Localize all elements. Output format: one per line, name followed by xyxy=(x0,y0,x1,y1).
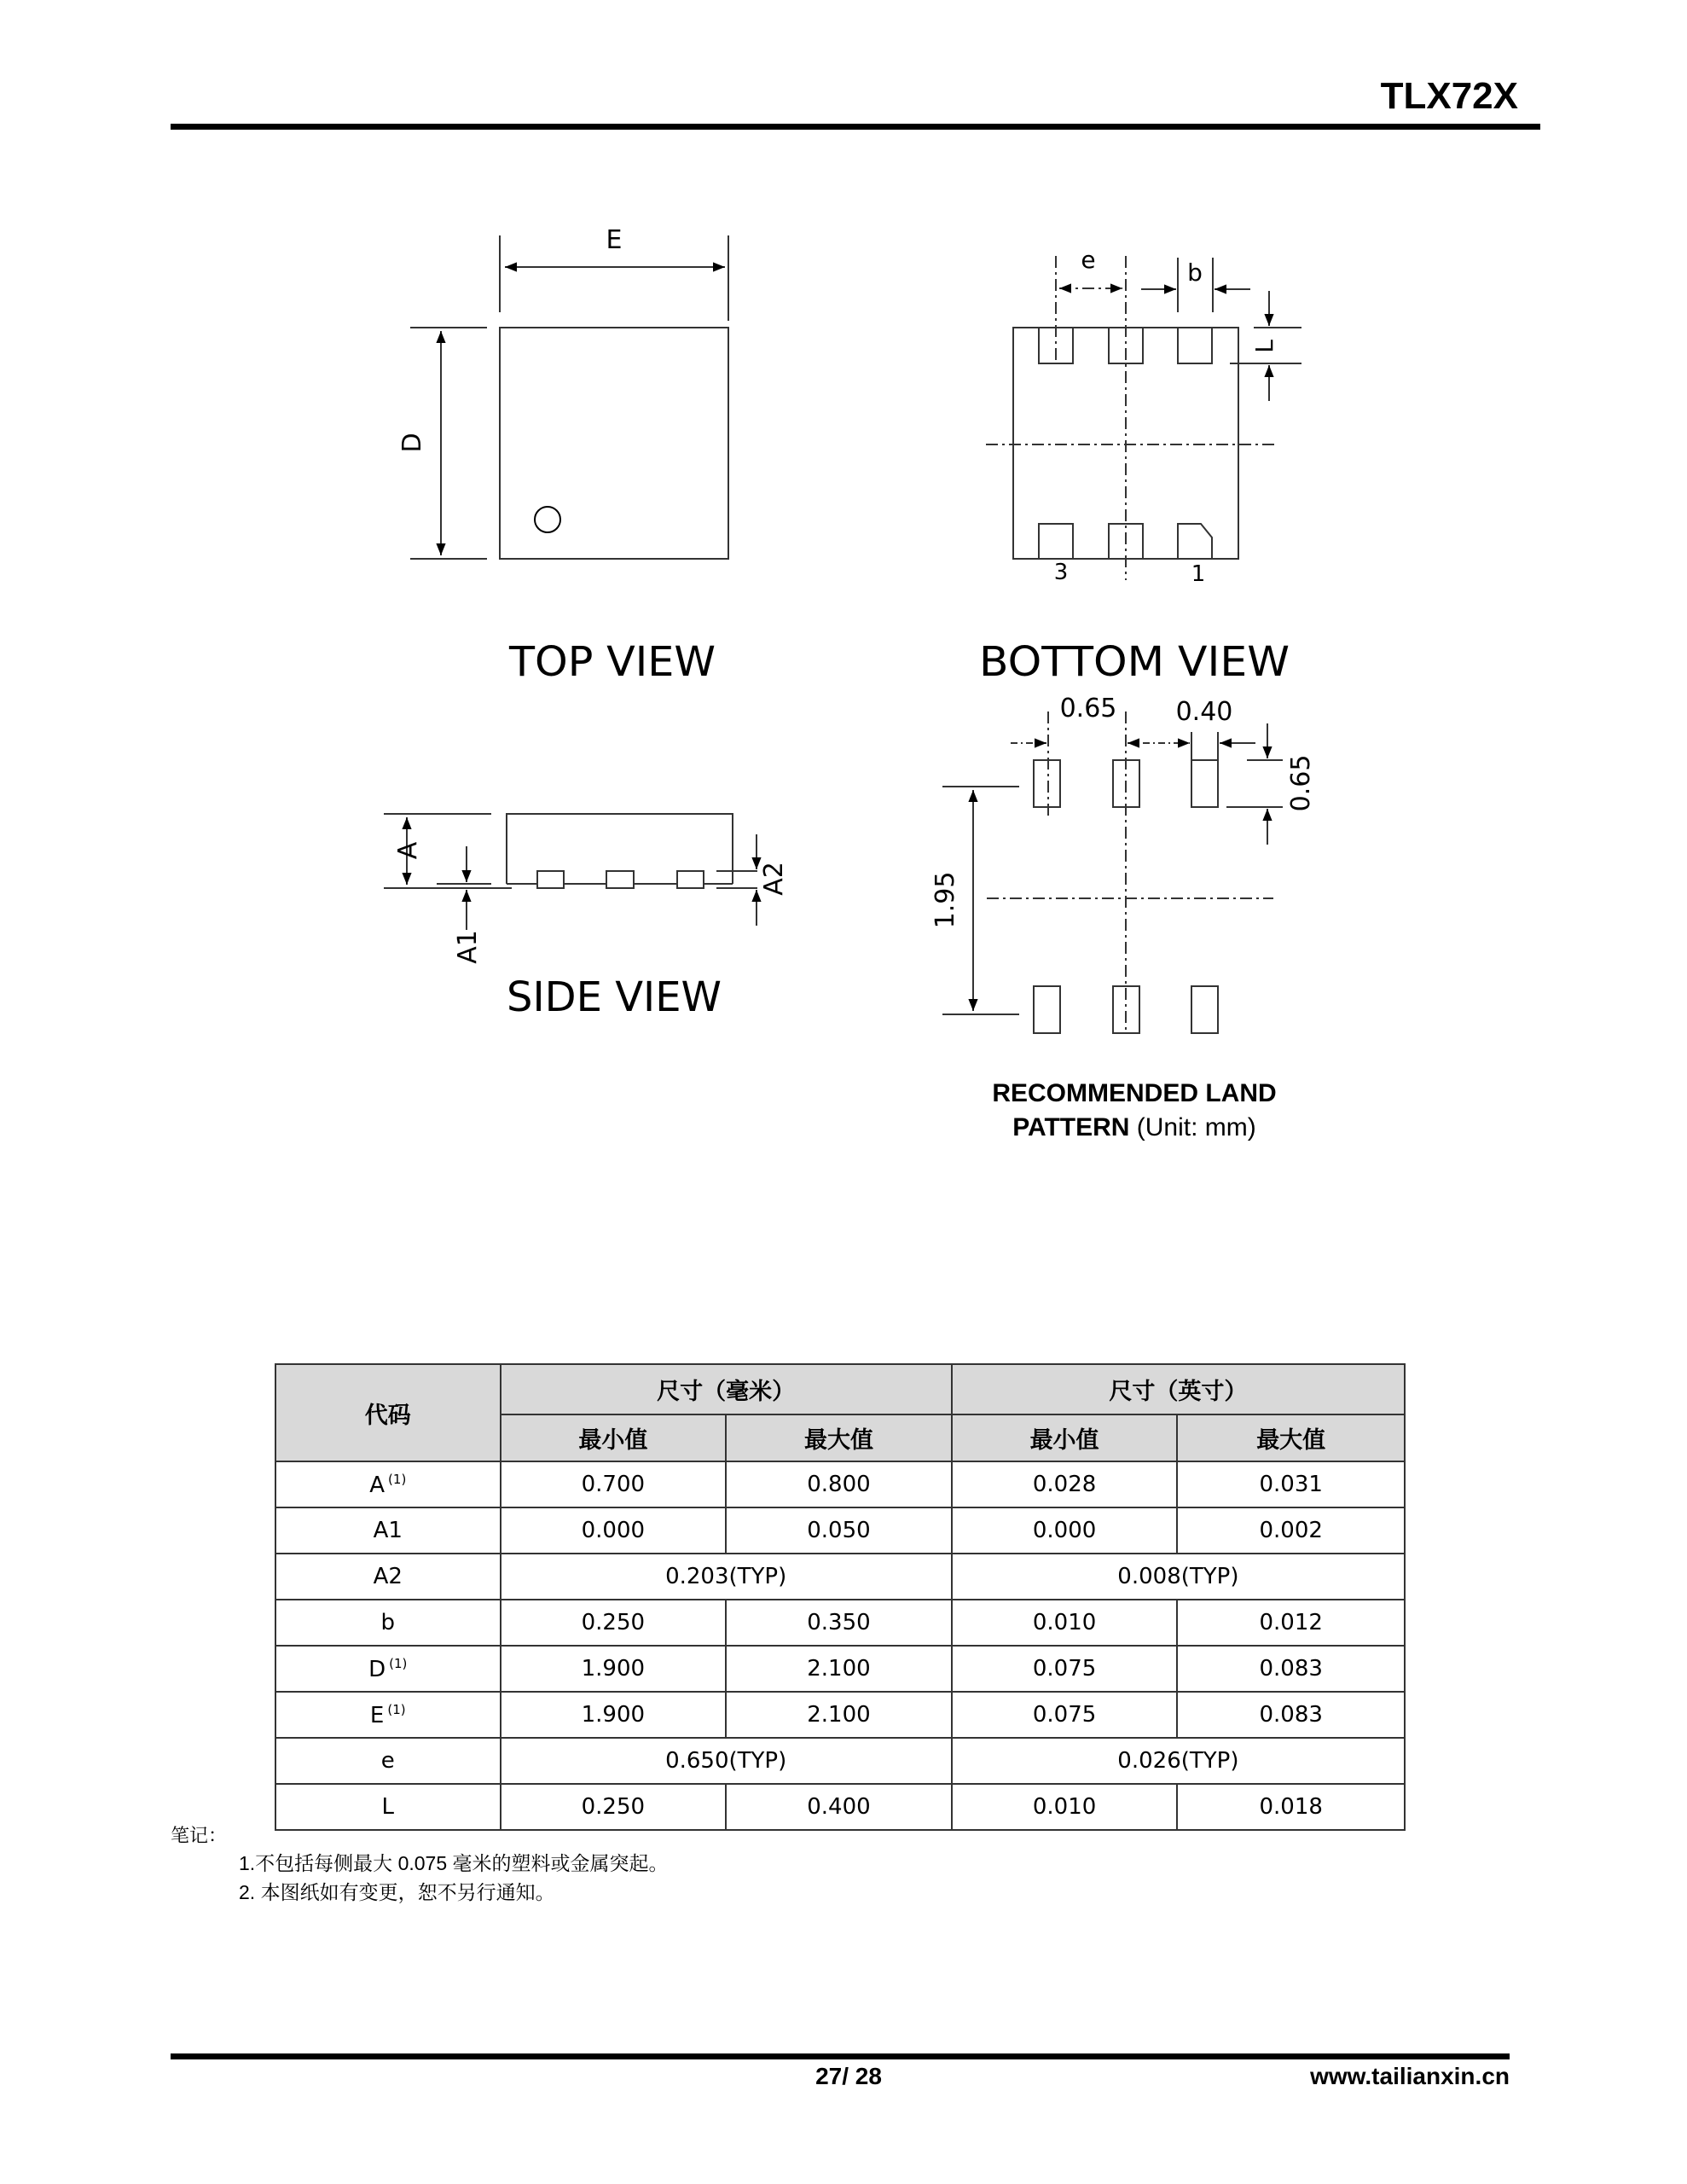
dimensions-table xyxy=(275,1363,1406,1831)
cell-mm-max: 0.050 xyxy=(726,1507,952,1554)
land-dim-row-span: 1.95 xyxy=(930,871,960,929)
website-link[interactable]: www.tailianxin.cn xyxy=(1310,2063,1510,2089)
bottom-view-label: BOTTOM VIEW xyxy=(979,638,1290,686)
footer-rule xyxy=(171,2053,1510,2059)
cell-in-min: 0.000 xyxy=(952,1507,1178,1554)
code-text: e xyxy=(380,1748,395,1774)
header-mm-min: 最小值 xyxy=(501,1414,727,1461)
land-dim-pad-length: 0.65 xyxy=(1286,754,1316,812)
code-text: A1 xyxy=(373,1518,403,1543)
document-title: TLX72X xyxy=(1380,75,1518,117)
code-text: L xyxy=(381,1794,395,1820)
pin-label-3: 3 xyxy=(1053,560,1069,585)
side-lead xyxy=(677,871,704,888)
cell-code xyxy=(275,1784,501,1830)
side-view-label: SIDE VIEW xyxy=(507,973,722,1021)
cell-in-typ: 0.008(TYP) xyxy=(952,1554,1405,1600)
land-pattern xyxy=(942,712,1283,1034)
pad xyxy=(1178,328,1212,363)
cell-in-min: 0.075 xyxy=(952,1692,1178,1738)
land-dim-pitch: 0.65 xyxy=(1059,694,1117,723)
code-text: A2 xyxy=(373,1564,403,1589)
top-view xyxy=(410,235,728,559)
cell-in-max: 0.083 xyxy=(1177,1692,1405,1738)
top-view-label: TOP VIEW xyxy=(507,638,716,686)
caption-line2: PATTERN xyxy=(1012,1113,1130,1141)
pad-pin1 xyxy=(1178,524,1212,559)
cell-in-min: 0.010 xyxy=(952,1600,1178,1646)
cell-mm-max: 0.400 xyxy=(726,1784,952,1830)
note-item: 2. 本图纸如有变更，恕不另行通知。 xyxy=(239,1881,555,1903)
side-lead xyxy=(537,871,564,888)
header-code: 代码 xyxy=(275,1364,501,1461)
cell-in-max: 0.002 xyxy=(1177,1507,1405,1554)
dim-label-b: b xyxy=(1187,258,1203,287)
cell-mm-typ: 0.203(TYP) xyxy=(501,1554,952,1600)
table-row xyxy=(275,1692,1405,1738)
table-row xyxy=(275,1646,1405,1692)
pin1-indicator xyxy=(535,507,560,532)
cell-code xyxy=(275,1554,501,1600)
side-view-body xyxy=(507,814,733,884)
cell-in-min: 0.075 xyxy=(952,1646,1178,1692)
cell-in-min: 0.010 xyxy=(952,1784,1178,1830)
table-row xyxy=(275,1461,1405,1507)
cell-in-min: 0.028 xyxy=(952,1461,1178,1507)
cell-code xyxy=(275,1738,501,1784)
note-ref: (1) xyxy=(387,1701,406,1717)
cell-in-max: 0.018 xyxy=(1177,1784,1405,1830)
land-pad xyxy=(1034,760,1060,807)
land-dim-pad-width: 0.40 xyxy=(1175,697,1233,727)
pad xyxy=(1039,524,1073,559)
page-number: 27/ 28 xyxy=(815,2063,882,2089)
land-pad xyxy=(1191,760,1218,807)
dim-label-pitch-e: e xyxy=(1081,246,1096,274)
land-pad xyxy=(1034,986,1060,1033)
note-ref: (1) xyxy=(388,1471,407,1487)
cell-mm-min: 1.900 xyxy=(501,1646,727,1692)
top-view-body xyxy=(500,328,728,559)
cell-mm-min: 0.700 xyxy=(501,1461,727,1507)
table-row xyxy=(275,1507,1405,1554)
code-text: D xyxy=(368,1656,386,1682)
cell-mm-typ: 0.650(TYP) xyxy=(501,1738,952,1784)
dim-label-a1: A1 xyxy=(453,930,483,964)
bottom-view xyxy=(986,256,1301,580)
header-mm: 尺寸（毫米） xyxy=(501,1364,952,1414)
cell-in-max: 0.031 xyxy=(1177,1461,1405,1507)
land-pattern-caption xyxy=(938,1077,1330,1145)
cell-in-max: 0.083 xyxy=(1177,1646,1405,1692)
note-ref: (1) xyxy=(389,1655,408,1671)
table-header-row xyxy=(275,1364,1405,1414)
cell-in-max: 0.012 xyxy=(1177,1600,1405,1646)
note-item: 1.不包括每侧最大 0.075 毫米的塑料或金属突起。 xyxy=(239,1852,669,1874)
table-row xyxy=(275,1600,1405,1646)
land-pad xyxy=(1191,986,1218,1033)
cell-mm-min: 0.000 xyxy=(501,1507,727,1554)
dim-label-d: D xyxy=(397,433,427,453)
cell-mm-max: 2.100 xyxy=(726,1646,952,1692)
caption-unit: (Unit: mm) xyxy=(1136,1113,1256,1141)
table-row xyxy=(275,1784,1405,1830)
dim-label-a2: A2 xyxy=(759,862,789,896)
notes-label: 笔记： xyxy=(171,1825,228,1846)
header-in-max: 最大值 xyxy=(1177,1414,1405,1461)
side-lead xyxy=(606,871,634,888)
cell-mm-max: 0.800 xyxy=(726,1461,952,1507)
header-mm-max: 最大值 xyxy=(726,1414,952,1461)
cell-code xyxy=(275,1507,501,1554)
cell-mm-min: 0.250 xyxy=(501,1784,727,1830)
table-row xyxy=(275,1554,1405,1600)
code-text: b xyxy=(380,1610,396,1635)
header-in-min: 最小值 xyxy=(952,1414,1178,1461)
dim-label-l: L xyxy=(1250,340,1278,353)
pin-label-1: 1 xyxy=(1191,561,1206,587)
side-view xyxy=(384,814,757,930)
cell-code xyxy=(275,1461,501,1507)
cell-mm-max: 0.350 xyxy=(726,1600,952,1646)
caption-line1: RECOMMENDED LAND xyxy=(992,1079,1277,1107)
header-inch: 尺寸（英寸） xyxy=(952,1364,1405,1414)
cell-mm-min: 0.250 xyxy=(501,1600,727,1646)
table-row xyxy=(275,1738,1405,1784)
cell-mm-min: 1.900 xyxy=(501,1692,727,1738)
cell-mm-max: 2.100 xyxy=(726,1692,952,1738)
code-text: E xyxy=(369,1702,385,1728)
cell-code xyxy=(275,1646,501,1692)
cell-code xyxy=(275,1692,501,1738)
cell-code xyxy=(275,1600,501,1646)
dim-label-a: A xyxy=(393,841,423,860)
code-text: A xyxy=(369,1472,386,1498)
dim-label-e-width: E xyxy=(606,225,623,255)
cell-in-typ: 0.026(TYP) xyxy=(952,1738,1405,1784)
